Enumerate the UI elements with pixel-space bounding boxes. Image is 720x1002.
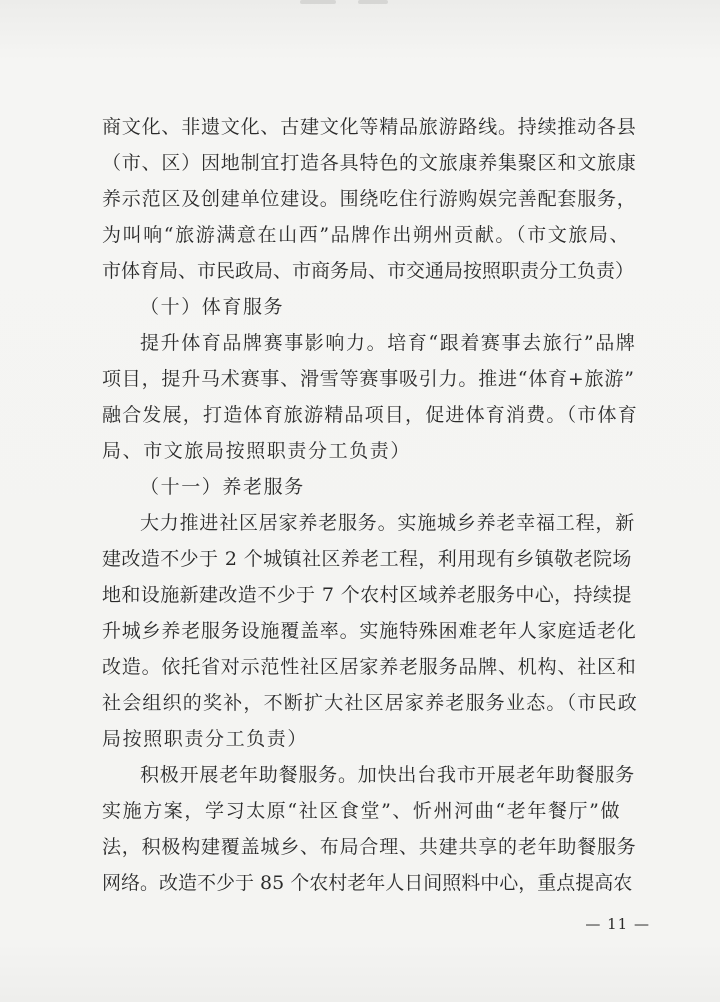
text-line: 融合发展，打造体育旅游精品项目，促进体育消费。（市体育 (102, 404, 638, 426)
text-line: 为叫响“旅游满意在山西”品牌作出朔州贡献。（市文旅局、 (102, 224, 631, 246)
text-line: 改造。依托省对示范性社区居家养老服务品牌、机构、社区和 (102, 656, 637, 678)
text-line: 法，积极构建覆盖城乡、布局合理、共建共享的老年助餐服务 (102, 836, 637, 858)
text-line: 大力推进社区居家养老服务。实施城乡养老幸福工程，新 (140, 512, 636, 534)
page-number: — 11 — (585, 915, 650, 933)
text-line: 项目，提升马术赛事、滑雪等赛事吸引力。推进“体育+旅游” (102, 368, 635, 390)
text-line: 地和设施新建改造不少于 7 个农村区域养老服务中心，持续提 (102, 584, 632, 606)
text-line: 养示范区及创建单位建设。围绕吃住行游购娱完善配套服务， (102, 188, 637, 210)
text-line: 提升体育品牌赛事影响力。培育“跟着赛事去旅行”品牌 (140, 332, 637, 354)
text-line: 建改造不少于 2 个城镇社区养老工程，利用现有乡镇敬老院场 (102, 548, 632, 570)
text-line: 商文化、非遗文化、古建文化等精品旅游路线。持续推动各县 (102, 116, 637, 138)
text-line: 升城乡养老服务设施覆盖率。实施特殊困难老年人家庭适老化 (102, 620, 637, 642)
text-line: （市、区）因地制宜打造各具特色的文旅康养集聚区和文旅康 (102, 152, 637, 174)
text-line: 局按照职责分工负责） (102, 728, 309, 750)
text-line: 积极开展老年助餐服务。加快出台我市开展老年助餐服务 (140, 764, 636, 786)
text-line: 市体育局、市民政局、市商务局、市交通局按照职责分工负责） (102, 260, 635, 282)
text-line: 局、市文旅局按照职责分工负责） (102, 440, 412, 462)
text-line: 实施方案，学习太原“社区食堂”、忻州河曲“老年餐厅”做 (102, 800, 622, 822)
text-line: 社会组织的奖补，不断扩大社区居家养老服务业态。（市民政 (102, 692, 638, 714)
text-line: 网络。改造不少于 85 个农村老年人日间照料中心，重点提高农 (102, 872, 633, 894)
scan-marks (300, 0, 420, 6)
section-heading: （十一）养老服务 (140, 476, 305, 498)
section-heading: （十）体育服务 (140, 296, 285, 318)
